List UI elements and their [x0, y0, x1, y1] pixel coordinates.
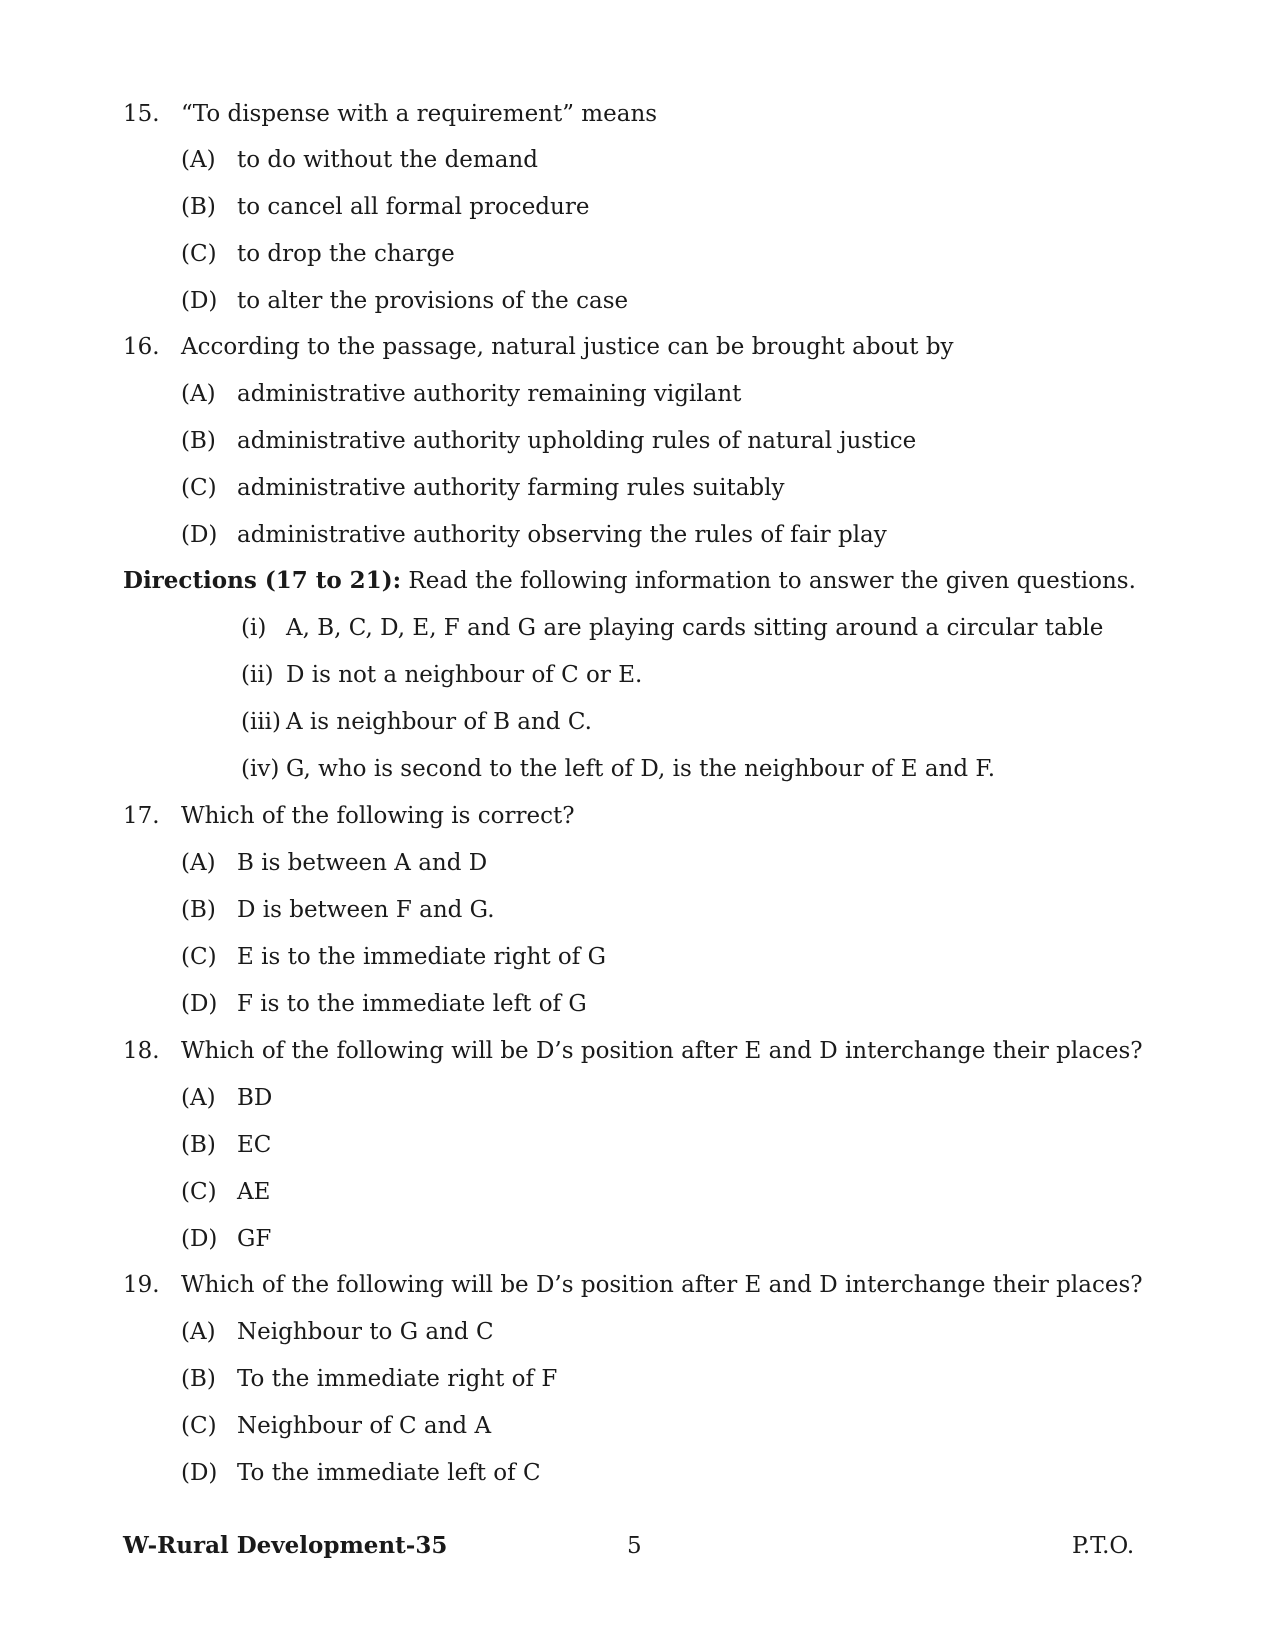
option-text: GF [237, 1226, 272, 1252]
option-label: (B) [181, 1132, 216, 1158]
condition-text: D is not a neighbour of C or E. [286, 662, 643, 688]
directions [123, 566, 1136, 596]
option-label: (C) [181, 475, 217, 501]
option-label: (A) [181, 147, 216, 173]
option-label: (B) [181, 1366, 216, 1392]
question-number: 18. [123, 1038, 160, 1064]
option-label: (D) [181, 1460, 218, 1486]
condition-text: A, B, C, D, E, F and G are playing cards sitting around a circular table [286, 615, 1104, 641]
option-text: E is to the immediate right of G [237, 944, 606, 970]
option-label: (C) [181, 944, 217, 970]
condition-label: (iii) [241, 709, 282, 735]
question-number: 16. [123, 334, 160, 360]
option-label: (B) [181, 428, 216, 454]
option-label: (A) [181, 1085, 216, 1111]
condition-text: G, who is second to the left of D, is the neighbour of E and F. [286, 756, 996, 782]
option-label: (D) [181, 991, 218, 1017]
option-label: (C) [181, 1179, 217, 1205]
question-number: 15. [123, 101, 160, 127]
option-text: To the immediate right of F [237, 1366, 558, 1392]
option-text: administrative authority farming rules suitably [237, 475, 785, 501]
option-text: B is between A and D [237, 850, 488, 876]
option-text: administrative authority upholding rules of natural justice [237, 428, 917, 454]
directions-heading: Directions (17 to 21): [123, 567, 402, 594]
footer-pto: P.T.O. [1072, 1533, 1135, 1559]
option-text: Neighbour of C and A [237, 1413, 492, 1439]
option-text: administrative authority remaining vigilant [237, 381, 742, 407]
question-text: Which of the following is correct? [181, 803, 575, 829]
option-text: to do without the demand [237, 147, 538, 173]
option-label: (B) [181, 194, 216, 220]
option-label: (C) [181, 1413, 217, 1439]
option-label: (D) [181, 288, 218, 314]
condition-label: (ii) [241, 662, 274, 688]
question-text: Which of the following will be D’s position after E and D interchange their places? [181, 1272, 1143, 1298]
question-number: 17. [123, 803, 160, 829]
question-text: “To dispense with a requirement” means [181, 101, 658, 127]
option-label: (A) [181, 381, 216, 407]
condition-label: (iv) [241, 756, 280, 782]
option-label: (A) [181, 850, 216, 876]
option-text: D is between F and G. [237, 897, 495, 923]
condition-label: (i) [241, 615, 267, 641]
option-text: to alter the provisions of the case [237, 288, 629, 314]
directions-text: Read the following information to answer the given questions. [408, 568, 1136, 594]
option-label: (A) [181, 1319, 216, 1345]
option-label: (D) [181, 1226, 218, 1252]
option-text: BD [237, 1085, 273, 1111]
condition-text: A is neighbour of B and C. [286, 709, 592, 735]
option-text: administrative authority observing the rules of fair play [237, 522, 887, 548]
option-label: (D) [181, 522, 218, 548]
option-text: Neighbour to G and C [237, 1319, 494, 1345]
option-text: EC [237, 1132, 272, 1158]
question-text: According to the passage, natural justice can be brought about by [181, 334, 954, 360]
option-label: (C) [181, 241, 217, 267]
footer-code: W-Rural Development-35 [123, 1532, 448, 1559]
option-text: To the immediate left of C [237, 1460, 541, 1486]
option-text: F is to the immediate left of G [237, 991, 587, 1017]
question-text: Which of the following will be D’s position after E and D interchange their places? [181, 1038, 1143, 1064]
option-text: to cancel all formal procedure [237, 194, 590, 220]
option-text: AE [237, 1179, 271, 1205]
option-label: (B) [181, 897, 216, 923]
question-number: 19. [123, 1272, 160, 1298]
option-text: to drop the charge [237, 241, 455, 267]
page-number: 5 [627, 1533, 642, 1559]
